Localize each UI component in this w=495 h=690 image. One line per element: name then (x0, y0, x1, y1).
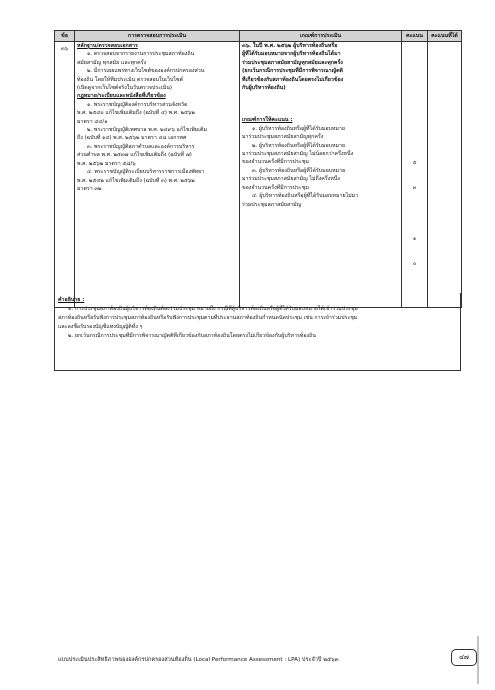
criteria-line: มาร่วมประชุมสภาสมัยสามัญทุกครั้ง (242, 134, 324, 141)
criteria-line: ๑. ผู้บริหารท้องถิ่นหรือผู้ที่ได้รับมอบหมาย (252, 125, 345, 132)
explanation-box (54, 293, 461, 371)
footer-text: แบบประเมินประสิทธิภาพขององค์กรปกครองส่วนท้องถิ่น (Local Performance Assessment : LPA) ประจำปี ๒๕๖๓ (58, 657, 339, 663)
indicator-line: ที่เกี่ยวข้องกับสภาท้องถิ่นโดยตรงไม่เกี่ยวข้อง (242, 76, 344, 83)
criteria-line: ร่วมประชุมสภาสมัยสามัญ (242, 201, 302, 208)
criteria-line: มาร่วมประชุมสภาสมัยสามัญ ไม่น้อยกว่าครึ่งหนึ่ง (242, 151, 354, 158)
score-cell (402, 42, 428, 308)
header-no: ข้อ (55, 31, 75, 42)
law-line: มาตรา ๔๔/๑ (77, 118, 108, 125)
audit-line: สมัยสามัญ ทุกสมัย และทุกครั้ง (77, 59, 147, 66)
indicator-line: ๓๖. ในปี พ.ศ. ๒๕๖๒ ผู้บริหารท้องถิ่นหรือ (242, 43, 338, 49)
criteria-line: ของจำนวนครั้งที่มีการประชุม (242, 184, 309, 191)
score-value: ๓ (412, 185, 417, 192)
evidence-heading: หลักฐาน/ตรวจสอบเอกสาร (77, 43, 138, 49)
page-number: ๔๗ (451, 649, 477, 666)
law-line: ๔. พระราชบัญญัติระเบียบบริหารราชการเมืองพัทยา (87, 169, 205, 176)
criteria-line: ๔. ผู้บริหารท้องถิ่นหรือผู้ที่ได้รับมอบหมายไม่มา (252, 193, 359, 200)
law-line: พ.ศ. ๒๕๖๒ มาตรา ๕๘/๖ (77, 160, 136, 167)
criteria-line: ของจำนวนครั้งที่มีการประชุม (242, 159, 309, 166)
audit-line: ท้องถิ่น โดยให้ทีมประเมิน ตรวจสอบในเว็บไซต์ (77, 76, 184, 83)
audit-line: ๒. มีการเผยแพร่ทางเว็บไซต์ขององค์กรปกครองส่วน (87, 68, 205, 75)
law-line: ถึง (ฉบับที่ ๑๔) พ.ศ. ๒๕๖๒ มาตรา ๔๘ เอกาทศ (77, 135, 187, 142)
header-criteria: เกณฑ์การประเมิน (240, 31, 402, 42)
law-line: ๓. พระราชบัญญัติสภาตำบลและองค์การบริหาร (87, 143, 195, 150)
header-audit: การตรวจสอบการประเมิน (75, 31, 240, 42)
table-header-row (55, 31, 462, 42)
explanation-line: สภาท้องถิ่นหรือรับฟังการประชุมสภาท้องถิ่นหรือรับฟังการประชุมตามที่ประธานสภาท้องถิ่นกำหนดนัดประชุม เช่น การเข้าร่วมประชุม (58, 315, 358, 321)
law-line: พ.ศ. ๒๕๔๒ แก้ไขเพิ่มเติมถึง (ฉบับที่ ๓) พ.ศ. ๒๕๖๒ (77, 177, 195, 184)
criteria-line: ๒. ผู้บริหารท้องถิ่นหรือผู้ที่ได้รับมอบหมาย (252, 142, 346, 149)
indicator-line: ผู้ที่ได้รับมอบหมายจากผู้บริหารท้องถิ่นได้มา (242, 51, 341, 58)
score-value: ๑ (412, 235, 417, 242)
explanation-line: และลงชื่อรับรองบัญชีแทงบัญญัติทั้ง ๆ (58, 324, 143, 330)
explanation-title: คำอธิบาย : (58, 297, 85, 303)
law-line: พ.ศ. ๒๕๔๐ แก้ไขเพิ่มเติมถึง (ฉบับที่ ๔) พ.ศ. ๒๕๖๒ (77, 110, 195, 117)
audit-line: (เปิดดูจากเว็บไซต์จริงในวันตรวจประเมิน) (77, 85, 172, 92)
assessment-table (54, 30, 462, 308)
row-number: ๓๖ (55, 42, 75, 308)
criteria-line: มาร่วมประชุมสภาสมัยสามัญ ไม่ถึงครึ่งหนึ่ง (242, 176, 340, 183)
criteria-title: เกณฑ์การให้คะแนน : (242, 117, 293, 124)
law-line: ๑. พระราชบัญญัติองค์การบริหารส่วนจังหวัด (87, 101, 188, 108)
law-line: มาตรา ๓๒ (77, 185, 102, 192)
indicator-line: ร่วมประชุมสภาสมัยสามัญทุกสมัยและทุกครั้ง (242, 59, 343, 66)
table-row (55, 42, 462, 308)
audit-line: ๑. ตรวจสอบจากรายงานการประชุมสภาท้องถิ่น (87, 51, 195, 58)
criteria-cell (240, 42, 402, 308)
score-obtained-cell (428, 42, 462, 308)
header-score: คะแนน (402, 31, 428, 42)
audit-cell (75, 42, 240, 308)
indicator-line: กับผู้บริหารท้องถิ่น) (242, 85, 286, 92)
header-score-obtained: คะแนนที่ได้ (428, 31, 462, 42)
criteria-line: ๓. ผู้บริหารท้องถิ่นหรือผู้ที่ได้รับมอบหมาย (252, 167, 346, 174)
score-value: ๐ (412, 261, 417, 268)
law-line: ๒. พระราชบัญญัติเทศบาล พ.ศ. ๒๔๙๖ แก้ไขเพิ่มเติม (87, 127, 207, 134)
explanation-line: ๒. ยกเว้นกรณีการประชุมที่มีการพิจารณาญัตติที่เกี่ยวข้องกับสภาท้องถิ่นโดยตรงไม่เกี่ยวข้องกับผู้บริหารท้องถิ่น (68, 333, 316, 339)
indicator-line: (ยกเว้นกรณีการประชุมที่มีการพิจารณาญัตติ (242, 68, 343, 75)
page-edge-divider (477, 636, 479, 684)
explanation-line: ๑. การประชุมสภาท้องถิ่นผู้บริหารท้องถิ่นต้องร่วมประชุม หมายถึง กรณีที่ผู้บริหารท้องถิ่นหรือผู้ที่ได้รับมอบหมายได้เข้าร่วมประชุม (68, 306, 358, 312)
score-value: ๕ (412, 160, 417, 166)
law-heading: กฎหมาย/ระเบียบและหนังสือที่เกี่ยวข้อง (77, 93, 166, 100)
law-line: ส่วนตำบล พ.ศ. ๒๕๓๗ แก้ไขเพิ่มเติมถึง (ฉบับที่ ๗) (77, 152, 192, 159)
